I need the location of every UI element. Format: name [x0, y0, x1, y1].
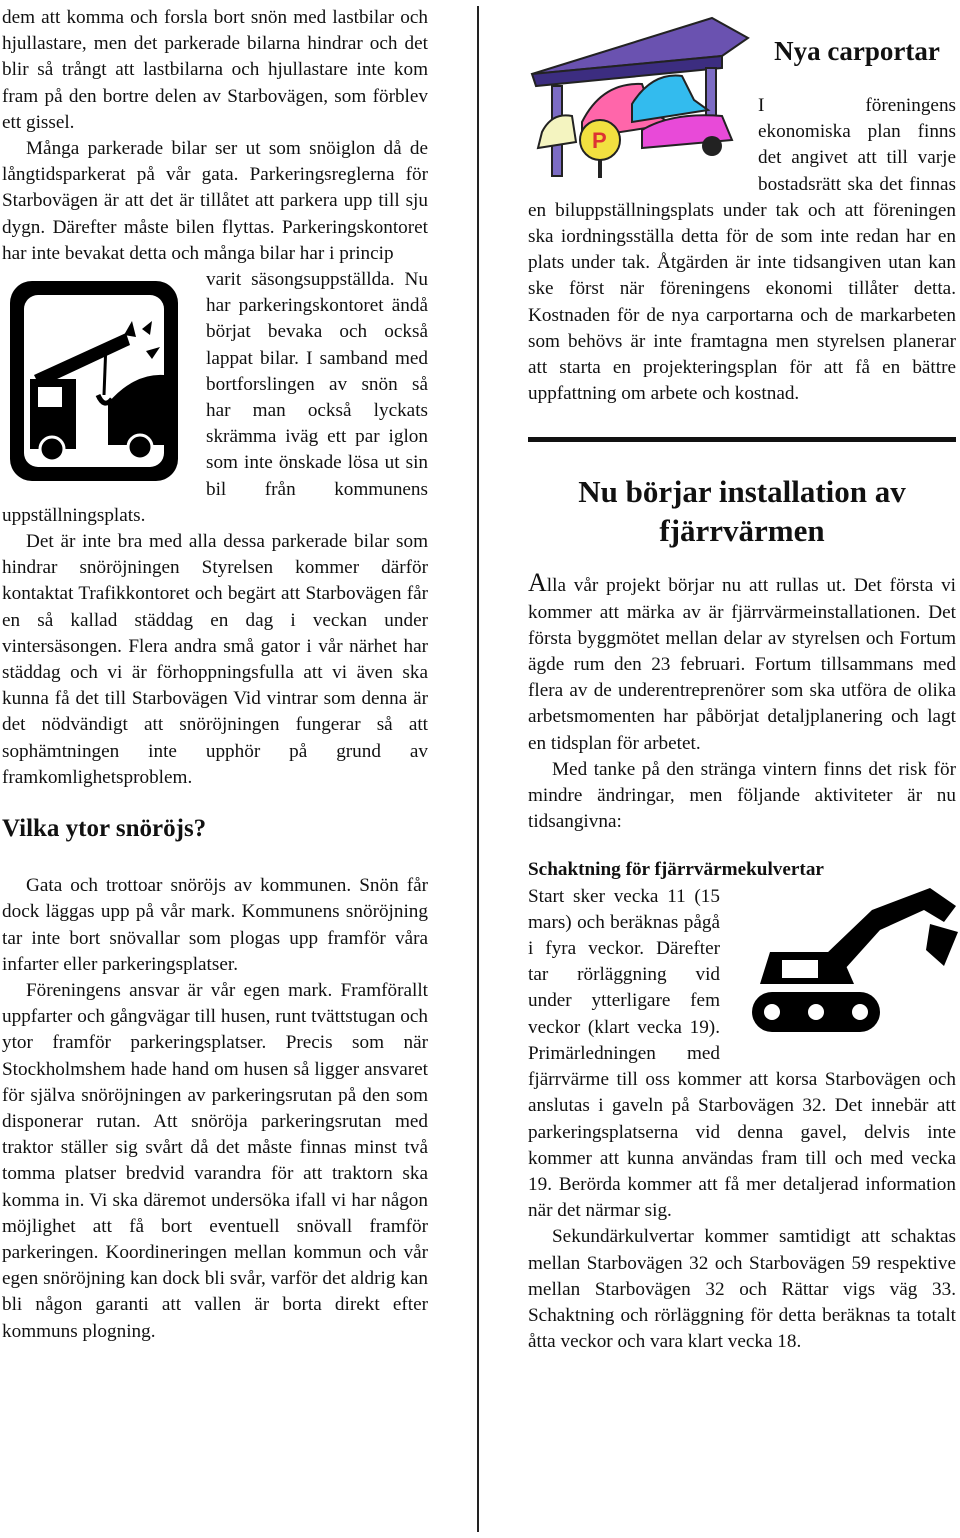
paragraph-parking-rules: Många parkerade bilar ser ut som snöiglon då de långtidsparkerat på vår gata. Parkeringsreglerna för Starbovägen är att det är tillåtet att parkera upp till sju dygn. Därefter måste bilen flyttas. Parkeringskontoret har inte bevakat detta och många bilar har i princip — [2, 138, 428, 264]
paragraph-municipality: Gata och trottoar snöröjs av kommunen. Snön får dock läggas upp på vår mark. Kommunens snöröjning tar inte bort snövallar som plogas upp framför våra infarter eller parkeringsplatser. — [2, 875, 428, 975]
paragraph-schedule-intro: Med tanke på den stränga vintern finns det risk för mindre ändringar, men följande aktiviteter är nu tidsangivna: — [528, 758, 956, 833]
paragraph-district-heating: Alla vår projekt börjar nu att rullas ut. Det första vi kommer att märka av är fjärrvärmeinstallationen. Det första byggmötet mellan delar av styrelsen och Fortum ägde rum den 23 februari. Fortum tillsammans med flera av de underentreprenörer som ska utföra de olika arbetsmomenten har påbörjat detaljplanering och lagt en tidsplan för arbetet. — [528, 568, 956, 754]
section-rule — [528, 437, 956, 442]
paragraph-snow-removal: dem att komma och forsla bort snön med lastbilar och hjullastare, men det parkerade bilarna hindrar och det blir så trångt att lastbilarna och hjullastare inte kom fram på den bortre delen av Starbovägen, som förblev ett gissel. — [2, 7, 428, 133]
paragraph-parking-enforcement: varit säsongsuppställda. Nu har parkeringskontoret ändå börjat bevaka och också lappat bilar. I samband med bortforslingen av snön så har man också lyckats skrämma iväg ett par iglon som inte önskade lösa ut sin bil från kommunens uppställningsplats. — [2, 269, 428, 526]
paragraph-carports: I föreningens ekonomiska plan finns det angivet att till varje bostadsrätt ska det finnas en biluppställningsplats under tak och att föreningen ska iordningsställa detta för de som inte redan har en plats under tak. Åtgärden är inte tidsangiven utan kan ske först när föreningens ekonomi tillåter detta. Kostnaden för de nya carportarna och de markarbeten som behövs är inte framtagna men styrelsen planerar att starta en projekteringsplan för att få en bättre uppfattning om arbete och kostnad. — [528, 95, 956, 405]
heading-district-heating: Nu börjar installation av fjärrvärmen — [578, 474, 906, 549]
heading-carports: Nya carportar — [774, 36, 940, 66]
paragraph-cleaning-day: Det är inte bra med alla dessa parkerade bilar som hindrar snöröjningen Styrelsen kommer därför kontaktat Trafikkontoret och begärt att Starbovägen får en så kallad städdag en dag i veckan under vintersäsongen. Flera andra små gator i vår närhet har städdag och vi är förhoppningsfulla att vi även ska kunna få det till Starbovägen Vid vintrar som denna är det nödvändigt att snöröjningen fungerar så att sophämtningen inte upphör på grund av framkomlighetsproblem. — [2, 531, 428, 788]
paragraph-association-responsibility: Föreningens ansvar är vår egen mark. Framförallt uppfarter och gångvägar till husen, runt tvättstugan och ytor framför parkeringsplatser. Precis som när Stockholmshem hade hand om husen så ligger ansvaret för själva snöröjningen av parkeringsrutan på den som disponerar rutan. Att snöröja parkeringsrutan med traktor ställer sig svårt då det måste finnas minst två tomma platser bredvid varandra för att traktorn ska komma in. Vi ska däremot undersöka ifall vi har någon möjlighet att få bort eventuell snövall framför parkeringen. Koordineringen mellan kommun och vår egen snöröjning kan dock bli svår, varför det aldrig kan bli någon garanti att vallen är borta direkt efter kommuns plogning. — [2, 979, 428, 1342]
column-divider — [477, 6, 479, 1532]
svg-text:P: P — [592, 128, 607, 153]
carport-clipart-icon — [522, 12, 752, 182]
excavator-icon — [730, 880, 960, 1050]
right-column — [528, 0, 956, 1355]
paragraph-secondary-culverts: Sekundärkulvertar kommer samtidigt att schaktas mellan Starbovägen 32 och Starbovägen 59 respektive mellan Starbovägen 32 och Rättar vigs väg 33. Schaktning och rörläggning för detta beräknas ta totalt åtta veckor och vara klart vecka 18. — [528, 1226, 956, 1353]
subheading-trenching: Schaktning för fjärrvärmekulvertar — [528, 859, 824, 881]
drop-initial: A — [528, 568, 547, 598]
paragraph-trenching: Start sker vecka 11 (15 mars) och beräknas pågå i fyra veckor. Därefter tar rörläggning vid under ytterligare fem veckor (klart vecka 19). Primärledningen med fjärrvärme till oss kommer att korsa Starbovägen och anslutas i gaveln på Starbovägen 32. Det innebär att parkeringsplatserna vid denna gavel, delvis inte kommer att kunna användas fram till och med vecka 19. Berörda kommer att få mer detaljerad information när det närmar sig. — [528, 885, 956, 1222]
tow-truck-icon — [4, 275, 184, 487]
heading-snow-areas: Vilka ytor snöröjs? — [2, 815, 207, 843]
left-column — [2, 0, 428, 1345]
